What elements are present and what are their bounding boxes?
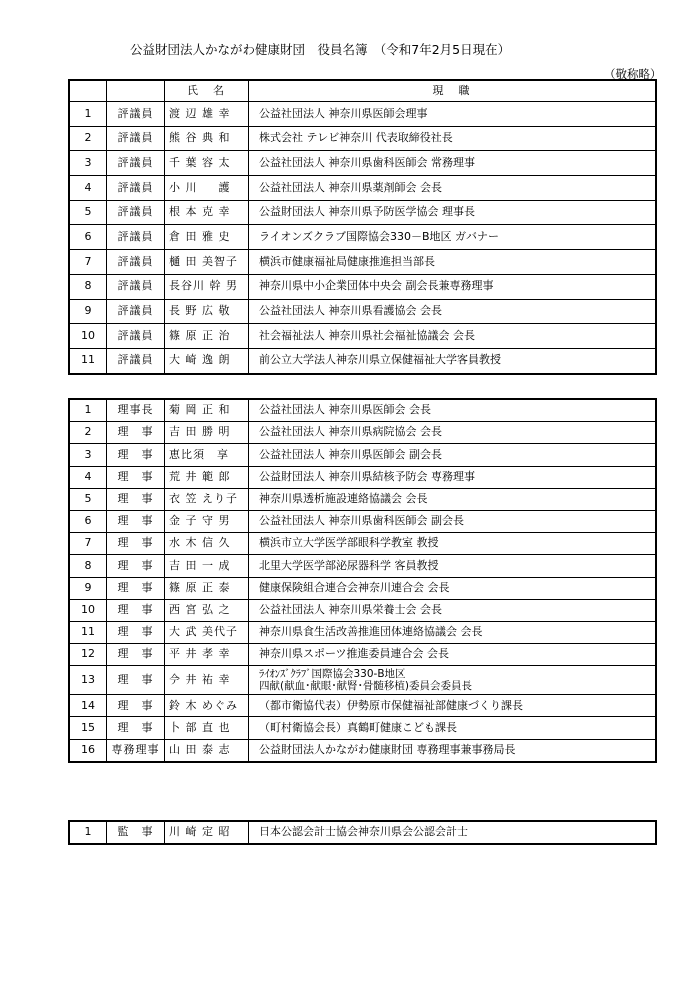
member-role: 理 事 (107, 555, 165, 577)
member-title: 社会福祉法人 神奈川県社会福祉協議会 会長 (249, 324, 656, 349)
member-role: 理 事 (107, 621, 165, 643)
member-title: （町村衛協会長）真鶴町健康こども課長 (249, 717, 656, 739)
member-role: 理事長 (107, 400, 165, 422)
member-number: 1 (70, 822, 107, 844)
member-number: 13 (70, 666, 107, 695)
directors-table (69, 399, 656, 762)
member-name: 大 武 美代子 (165, 621, 249, 643)
member-name: 川 崎 定 昭 (165, 822, 249, 844)
member-number: 2 (70, 126, 107, 151)
member-number: 15 (70, 717, 107, 739)
table-row (70, 822, 656, 844)
member-title: 公益社団法人 神奈川県医師会理事 (249, 102, 656, 127)
member-role: 理 事 (107, 422, 165, 444)
member-number: 1 (70, 400, 107, 422)
table-row (70, 176, 656, 201)
table-row (70, 599, 656, 621)
member-name: 千 葉 容 太 (165, 151, 249, 176)
member-number: 14 (70, 695, 107, 717)
member-number: 3 (70, 151, 107, 176)
member-role: 理 事 (107, 577, 165, 599)
member-number: 10 (70, 324, 107, 349)
member-title: 神奈川県食生活改善推進団体連絡協議会 会長 (249, 621, 656, 643)
member-name: 熊 谷 典 和 (165, 126, 249, 151)
member-name: 篠 原 正 泰 (165, 577, 249, 599)
member-role: 専務理事 (107, 739, 165, 761)
table-row (70, 466, 656, 488)
member-title-line: 四献(献血･献眼･献腎･骨髄移植)委員会委員長 (259, 680, 472, 693)
table-row (70, 126, 656, 151)
header-role (107, 81, 165, 102)
table-row (70, 533, 656, 555)
member-role: 評議員 (107, 250, 165, 275)
table-row (70, 324, 656, 349)
member-name: 金 子 守 男 (165, 510, 249, 532)
member-name: 篠 原 正 治 (165, 324, 249, 349)
member-number: 4 (70, 466, 107, 488)
member-number: 5 (70, 200, 107, 225)
member-name: 長 野 広 敬 (165, 299, 249, 324)
member-name: 衣 笠 えり子 (165, 488, 249, 510)
member-role: 監 事 (107, 822, 165, 844)
member-role: 評議員 (107, 151, 165, 176)
member-role: 評議員 (107, 102, 165, 127)
member-role: 理 事 (107, 488, 165, 510)
table-row (70, 621, 656, 643)
member-number: 9 (70, 577, 107, 599)
table-row (70, 400, 656, 422)
member-title: 北里大学医学部泌尿器科学 客員教授 (249, 555, 656, 577)
member-name: 鈴 木 めぐみ (165, 695, 249, 717)
table-row (70, 644, 656, 666)
member-number: 11 (70, 348, 107, 373)
member-role: 評議員 (107, 348, 165, 373)
member-number: 8 (70, 274, 107, 299)
member-name: 恵比須 享 (165, 444, 249, 466)
header-no (70, 81, 107, 102)
table-row (70, 444, 656, 466)
member-title: （都市衛協代表）伊勢原市保健福祉部健康づくり課長 (249, 695, 656, 717)
table-header-row (70, 81, 656, 102)
member-name: 卜 部 直 也 (165, 717, 249, 739)
table-row (70, 488, 656, 510)
member-name: 菊 岡 正 和 (165, 400, 249, 422)
table-row (70, 299, 656, 324)
header-name: 氏 名 (165, 81, 249, 102)
member-number: 4 (70, 176, 107, 201)
member-number: 6 (70, 225, 107, 250)
member-title: 公益財団法人 神奈川県結核予防会 専務理事 (249, 466, 656, 488)
member-number: 7 (70, 250, 107, 275)
member-role: 評議員 (107, 176, 165, 201)
member-role: 理 事 (107, 644, 165, 666)
table-row (70, 717, 656, 739)
member-name: 小 川 護 (165, 176, 249, 201)
member-number: 11 (70, 621, 107, 643)
member-number: 2 (70, 422, 107, 444)
member-title: 公益社団法人 神奈川県歯科医師会 常務理事 (249, 151, 656, 176)
table-row (70, 274, 656, 299)
member-role: 評議員 (107, 324, 165, 349)
member-role: 評議員 (107, 126, 165, 151)
table-row (70, 666, 656, 695)
table-row (70, 739, 656, 761)
member-name: 水 木 信 久 (165, 533, 249, 555)
member-title: 健康保険組合連合会神奈川連合会 会長 (249, 577, 656, 599)
member-name: 根 本 克 幸 (165, 200, 249, 225)
honorific-note: （敬称略） (604, 67, 662, 81)
member-number: 1 (70, 102, 107, 127)
member-number: 10 (70, 599, 107, 621)
member-number: 6 (70, 510, 107, 532)
document-title: 公益財団法人かながわ健康財団 役員名簿 （令和7年2月5日現在） (130, 42, 511, 57)
member-title: 公益社団法人 神奈川県病院協会 会長 (249, 422, 656, 444)
member-role: 理 事 (107, 666, 165, 695)
member-name: 𫝆 井 祐 幸 (165, 666, 249, 695)
table-row (70, 200, 656, 225)
table-row (70, 577, 656, 599)
member-title: 公益社団法人 神奈川県栄養士会 会長 (249, 599, 656, 621)
member-title: 日本公認会計士協会神奈川県会公認会計士 (249, 822, 656, 844)
member-role: 理 事 (107, 510, 165, 532)
member-title: 横浜市健康福祉局健康推進担当部長 (249, 250, 656, 275)
member-name: 長谷川 幹 男 (165, 274, 249, 299)
table-row (70, 250, 656, 275)
member-number: 16 (70, 739, 107, 761)
table-row (70, 555, 656, 577)
member-name: 渡 辺 雄 幸 (165, 102, 249, 127)
member-name: 西 宮 弘 之 (165, 599, 249, 621)
table-row (70, 151, 656, 176)
member-name: 大 崎 逸 朗 (165, 348, 249, 373)
table-row (70, 225, 656, 250)
member-title: 公益社団法人 神奈川県薬剤師会 会長 (249, 176, 656, 201)
member-title: 公益社団法人 神奈川県歯科医師会 副会長 (249, 510, 656, 532)
member-title: 公益社団法人 神奈川県看護協会 会長 (249, 299, 656, 324)
member-name: 吉 田 一 成 (165, 555, 249, 577)
member-name: 山 田 泰 志 (165, 739, 249, 761)
member-name: 平 井 孝 幸 (165, 644, 249, 666)
member-name: 荒 井 範 郎 (165, 466, 249, 488)
table-row (70, 422, 656, 444)
member-title: 公益財団法人 神奈川県予防医学協会 理事長 (249, 200, 656, 225)
member-title (249, 666, 656, 695)
member-name: 倉 田 雅 史 (165, 225, 249, 250)
member-name: 樋 田 美智子 (165, 250, 249, 275)
member-title: 公益社団法人 神奈川県医師会 副会長 (249, 444, 656, 466)
member-title: 神奈川県透析施設連絡協議会 会長 (249, 488, 656, 510)
member-title: 横浜市立大学医学部眼科学教室 教授 (249, 533, 656, 555)
member-title: 神奈川県中小企業団体中央会 副会長兼専務理事 (249, 274, 656, 299)
member-role: 評議員 (107, 200, 165, 225)
member-role: 理 事 (107, 717, 165, 739)
member-title: ライオンズクラブ国際協会330－B地区 ガバナー (249, 225, 656, 250)
member-number: 7 (70, 533, 107, 555)
member-title: 前公立大学法人神奈川県立保健福祉大学客員教授 (249, 348, 656, 373)
member-name: 吉 田 勝 明 (165, 422, 249, 444)
member-number: 8 (70, 555, 107, 577)
table-row (70, 510, 656, 532)
member-role: 理 事 (107, 533, 165, 555)
member-role: 評議員 (107, 225, 165, 250)
member-title: 株式会社 テレビ神奈川 代表取締役社長 (249, 126, 656, 151)
member-title: 公益財団法人かながわ健康財団 専務理事兼事務局長 (249, 739, 656, 761)
table-row (70, 348, 656, 373)
member-role: 評議員 (107, 299, 165, 324)
member-role: 理 事 (107, 695, 165, 717)
member-number: 12 (70, 644, 107, 666)
auditors-table (69, 821, 656, 844)
member-role: 理 事 (107, 444, 165, 466)
member-number: 5 (70, 488, 107, 510)
member-role: 評議員 (107, 274, 165, 299)
member-role: 理 事 (107, 466, 165, 488)
member-number: 3 (70, 444, 107, 466)
member-role: 理 事 (107, 599, 165, 621)
header-title: 現 職 (249, 81, 656, 102)
councilors-table (69, 80, 656, 374)
member-title: 神奈川県スポーツ推進委員連合会 会長 (249, 644, 656, 666)
member-number: 9 (70, 299, 107, 324)
member-title-line: ﾗｲｵﾝｽﾞｸﾗﾌﾞ国際協会330-B地区 (259, 667, 406, 680)
table-row (70, 102, 656, 127)
member-title: 公益社団法人 神奈川県医師会 会長 (249, 400, 656, 422)
table-row (70, 695, 656, 717)
